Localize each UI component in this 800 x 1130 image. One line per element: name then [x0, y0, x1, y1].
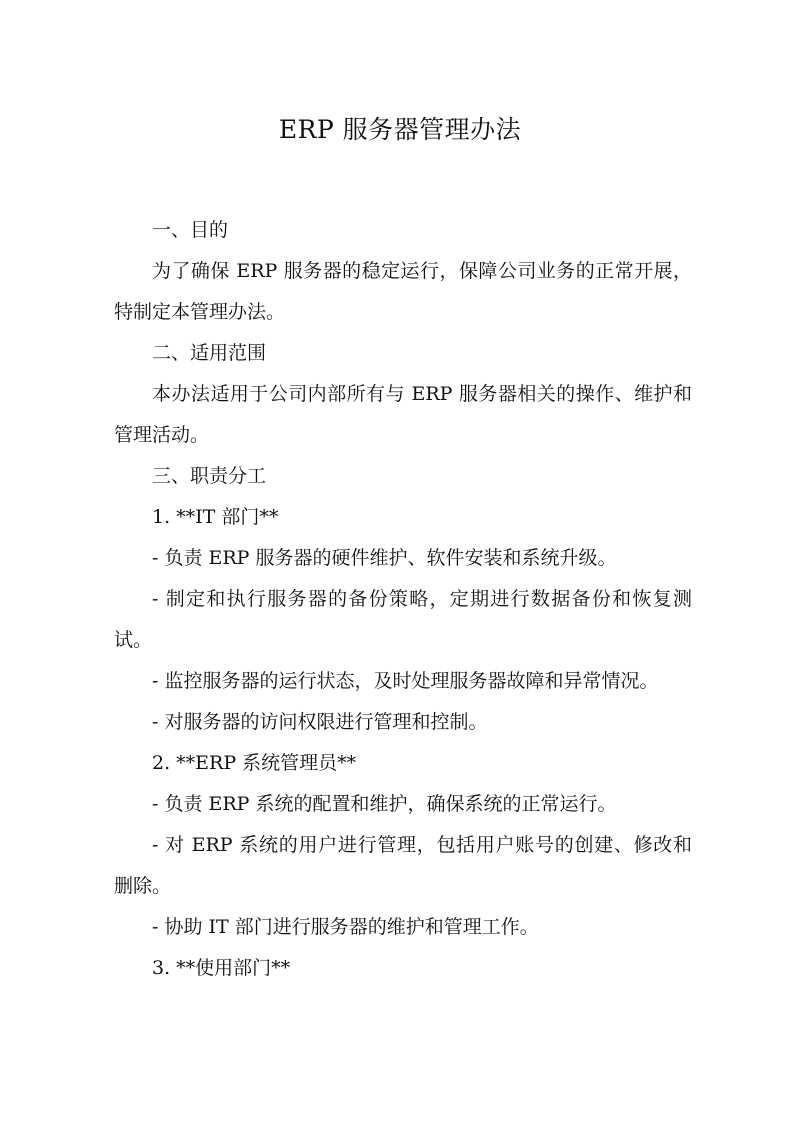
subheading-erp-admin: 2. **ERP 系统管理员**: [152, 752, 357, 774]
section-heading-responsibilities: 三、职责分工: [152, 465, 267, 487]
list-item-it-4: - 对服务器的访问权限进行管理和控制。: [152, 711, 488, 733]
document-body: [114, 210, 692, 989]
section-heading-purpose: 一、目的: [152, 219, 229, 241]
section-heading-scope: 二、适用范围: [152, 342, 267, 364]
subheading-it-department: 1. **IT 部门**: [152, 506, 279, 528]
document-title: ERP 服务器管理办法: [278, 115, 522, 144]
paragraph-scope: 本办法适用于公司内部所有与 ERP 服务器相关的操作、维护和管理活动。: [114, 383, 692, 446]
list-item-it-2: - 制定和执行服务器的备份策略，定期进行数据备份和恢复测试。: [114, 588, 692, 651]
list-item-admin-3: - 协助 IT 部门进行服务器的维护和管理工作。: [152, 916, 539, 938]
subheading-user-departments: 3. **使用部门**: [152, 957, 291, 979]
list-item-admin-1: - 负责 ERP 系统的配置和维护，确保系统的正常运行。: [152, 793, 617, 815]
list-item-admin-2: - 对 ERP 系统的用户进行管理，包括用户账号的创建、修改和删除。: [114, 834, 692, 897]
paragraph-purpose: 为了确保 ERP 服务器的稳定运行，保障公司业务的正常开展，特制定本管理办法。: [114, 260, 692, 323]
list-item-it-1: - 负责 ERP 服务器的硬件维护、软件安装和系统升级。: [152, 547, 617, 569]
list-item-it-3: - 监控服务器的运行状态，及时处理服务器故障和异常情况。: [152, 670, 659, 692]
